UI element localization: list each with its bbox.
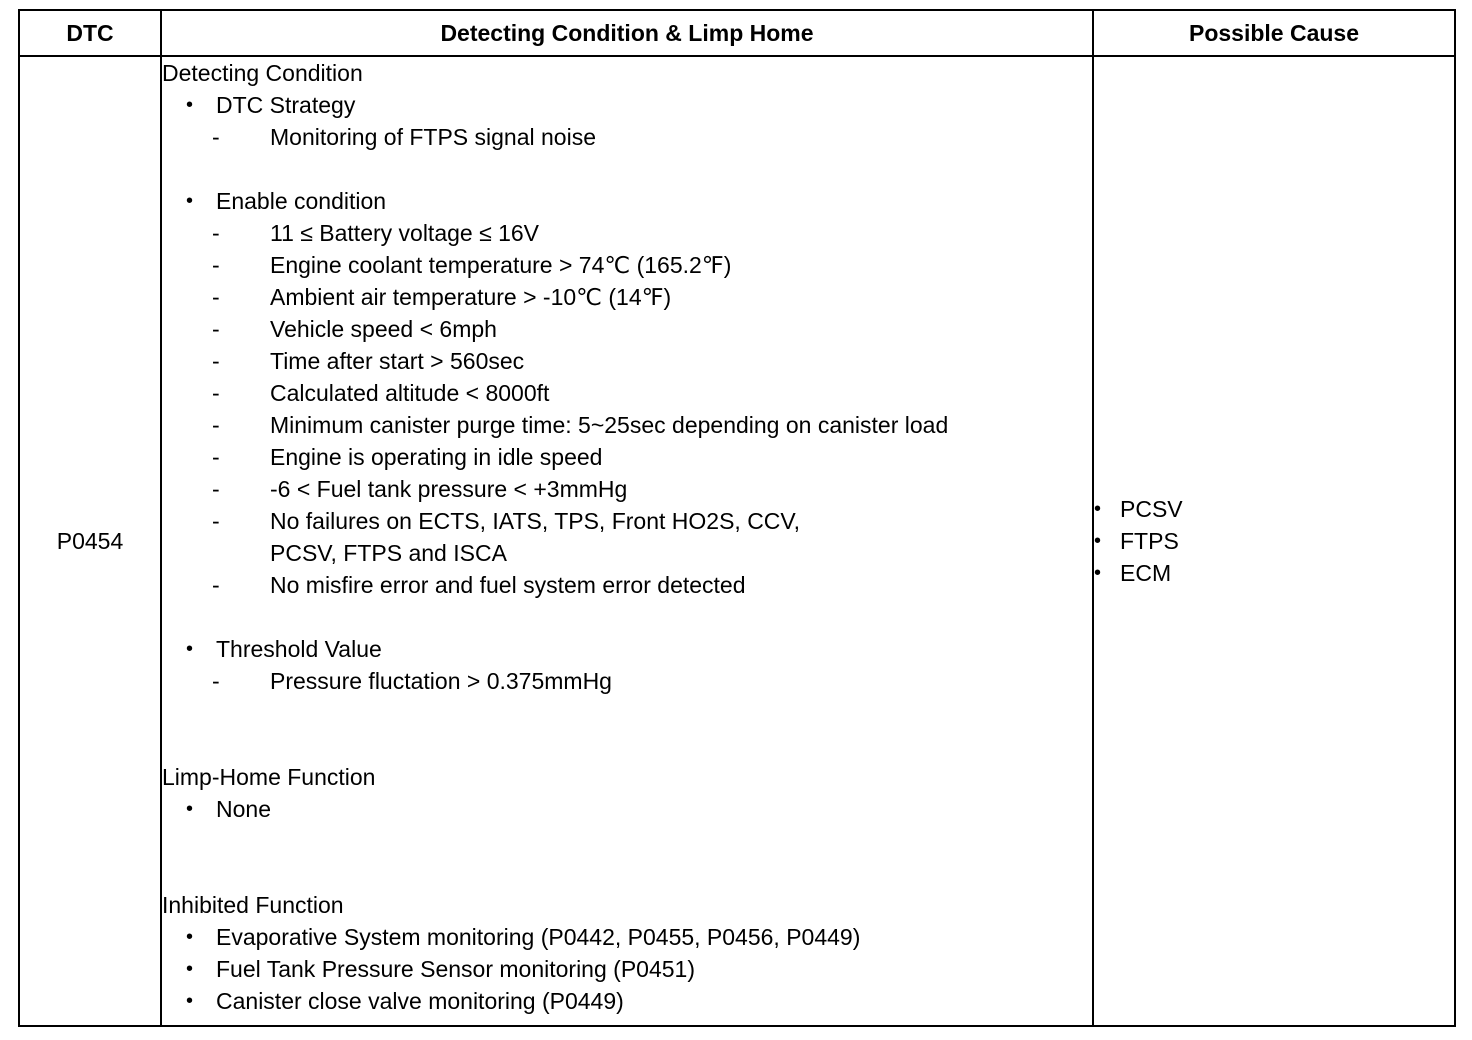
list-item: - No failures on ECTS, IATS, TPS, Front HO2S, CCV, [212, 508, 801, 534]
inhibited-function-title: Inhibited Function [162, 892, 344, 918]
list-item: - -6 < Fuel tank pressure < +3mmHg [212, 476, 628, 502]
bullet-icon: • [186, 94, 194, 116]
list-item: - Minimum canister purge time: 5~25sec depending on canister load [212, 412, 949, 438]
bullet-icon: • [186, 990, 194, 1012]
list-item: - Engine is operating in idle speed [212, 444, 603, 470]
bullet-icon: • [1094, 498, 1102, 520]
header-dtc: DTC [19, 10, 161, 56]
list-item: - Pressure fluctation > 0.375mmHg [212, 668, 612, 694]
bullet-icon: • [186, 926, 194, 948]
list-item: - Time after start > 560sec [212, 348, 525, 374]
dtc-code: P0454 [19, 56, 161, 1026]
cause-item: • ECM [1094, 557, 1454, 589]
bullet-icon: • [1094, 530, 1102, 552]
condition-cell [161, 56, 1093, 1026]
group-enable-condition: • Enable condition [162, 185, 1092, 217]
list-item: • Evaporative System monitoring (P0442, P0455, P0456, P0449) [162, 921, 1092, 953]
list-item: - Monitoring of FTPS signal noise [212, 124, 596, 150]
bullet-icon: • [1094, 562, 1102, 584]
bullet-icon: • [186, 190, 194, 212]
group-dtc-strategy: • DTC Strategy [162, 89, 1092, 121]
bullet-icon: • [186, 958, 194, 980]
bullet-icon: • [186, 798, 194, 820]
possible-cause-cell [1093, 56, 1455, 1026]
header-condition: Detecting Condition & Limp Home [161, 10, 1093, 56]
list-item: - Calculated altitude < 8000ft [212, 380, 550, 406]
cause-item: • FTPS [1094, 525, 1454, 557]
list-item: - No misfire error and fuel system error detected [212, 572, 746, 598]
list-item: - Engine coolant temperature > 74℃ (165.2℉) [212, 252, 732, 278]
detecting-condition-title: Detecting Condition [162, 60, 363, 86]
list-item: • Canister close valve monitoring (P0449) [162, 985, 1092, 1017]
list-item: - 11 ≤ Battery voltage ≤ 16V [212, 220, 540, 246]
table-header-row [19, 10, 1455, 56]
limp-home-title: Limp-Home Function [162, 764, 376, 790]
list-item: • Fuel Tank Pressure Sensor monitoring (P0451) [162, 953, 1092, 985]
header-cause: Possible Cause [1093, 10, 1455, 56]
list-item-continuation: PCSV, FTPS and ISCA [270, 540, 507, 566]
list-item: - Vehicle speed < 6mph [212, 316, 497, 342]
group-threshold-value: • Threshold Value [162, 633, 1092, 665]
table-row [19, 56, 1455, 1026]
dtc-table [18, 9, 1456, 1027]
cause-item: • PCSV [1094, 493, 1454, 525]
list-item: - Ambient air temperature > -10℃ (14℉) [212, 284, 672, 310]
list-item: • None [162, 793, 1092, 825]
bullet-icon: • [186, 638, 194, 660]
